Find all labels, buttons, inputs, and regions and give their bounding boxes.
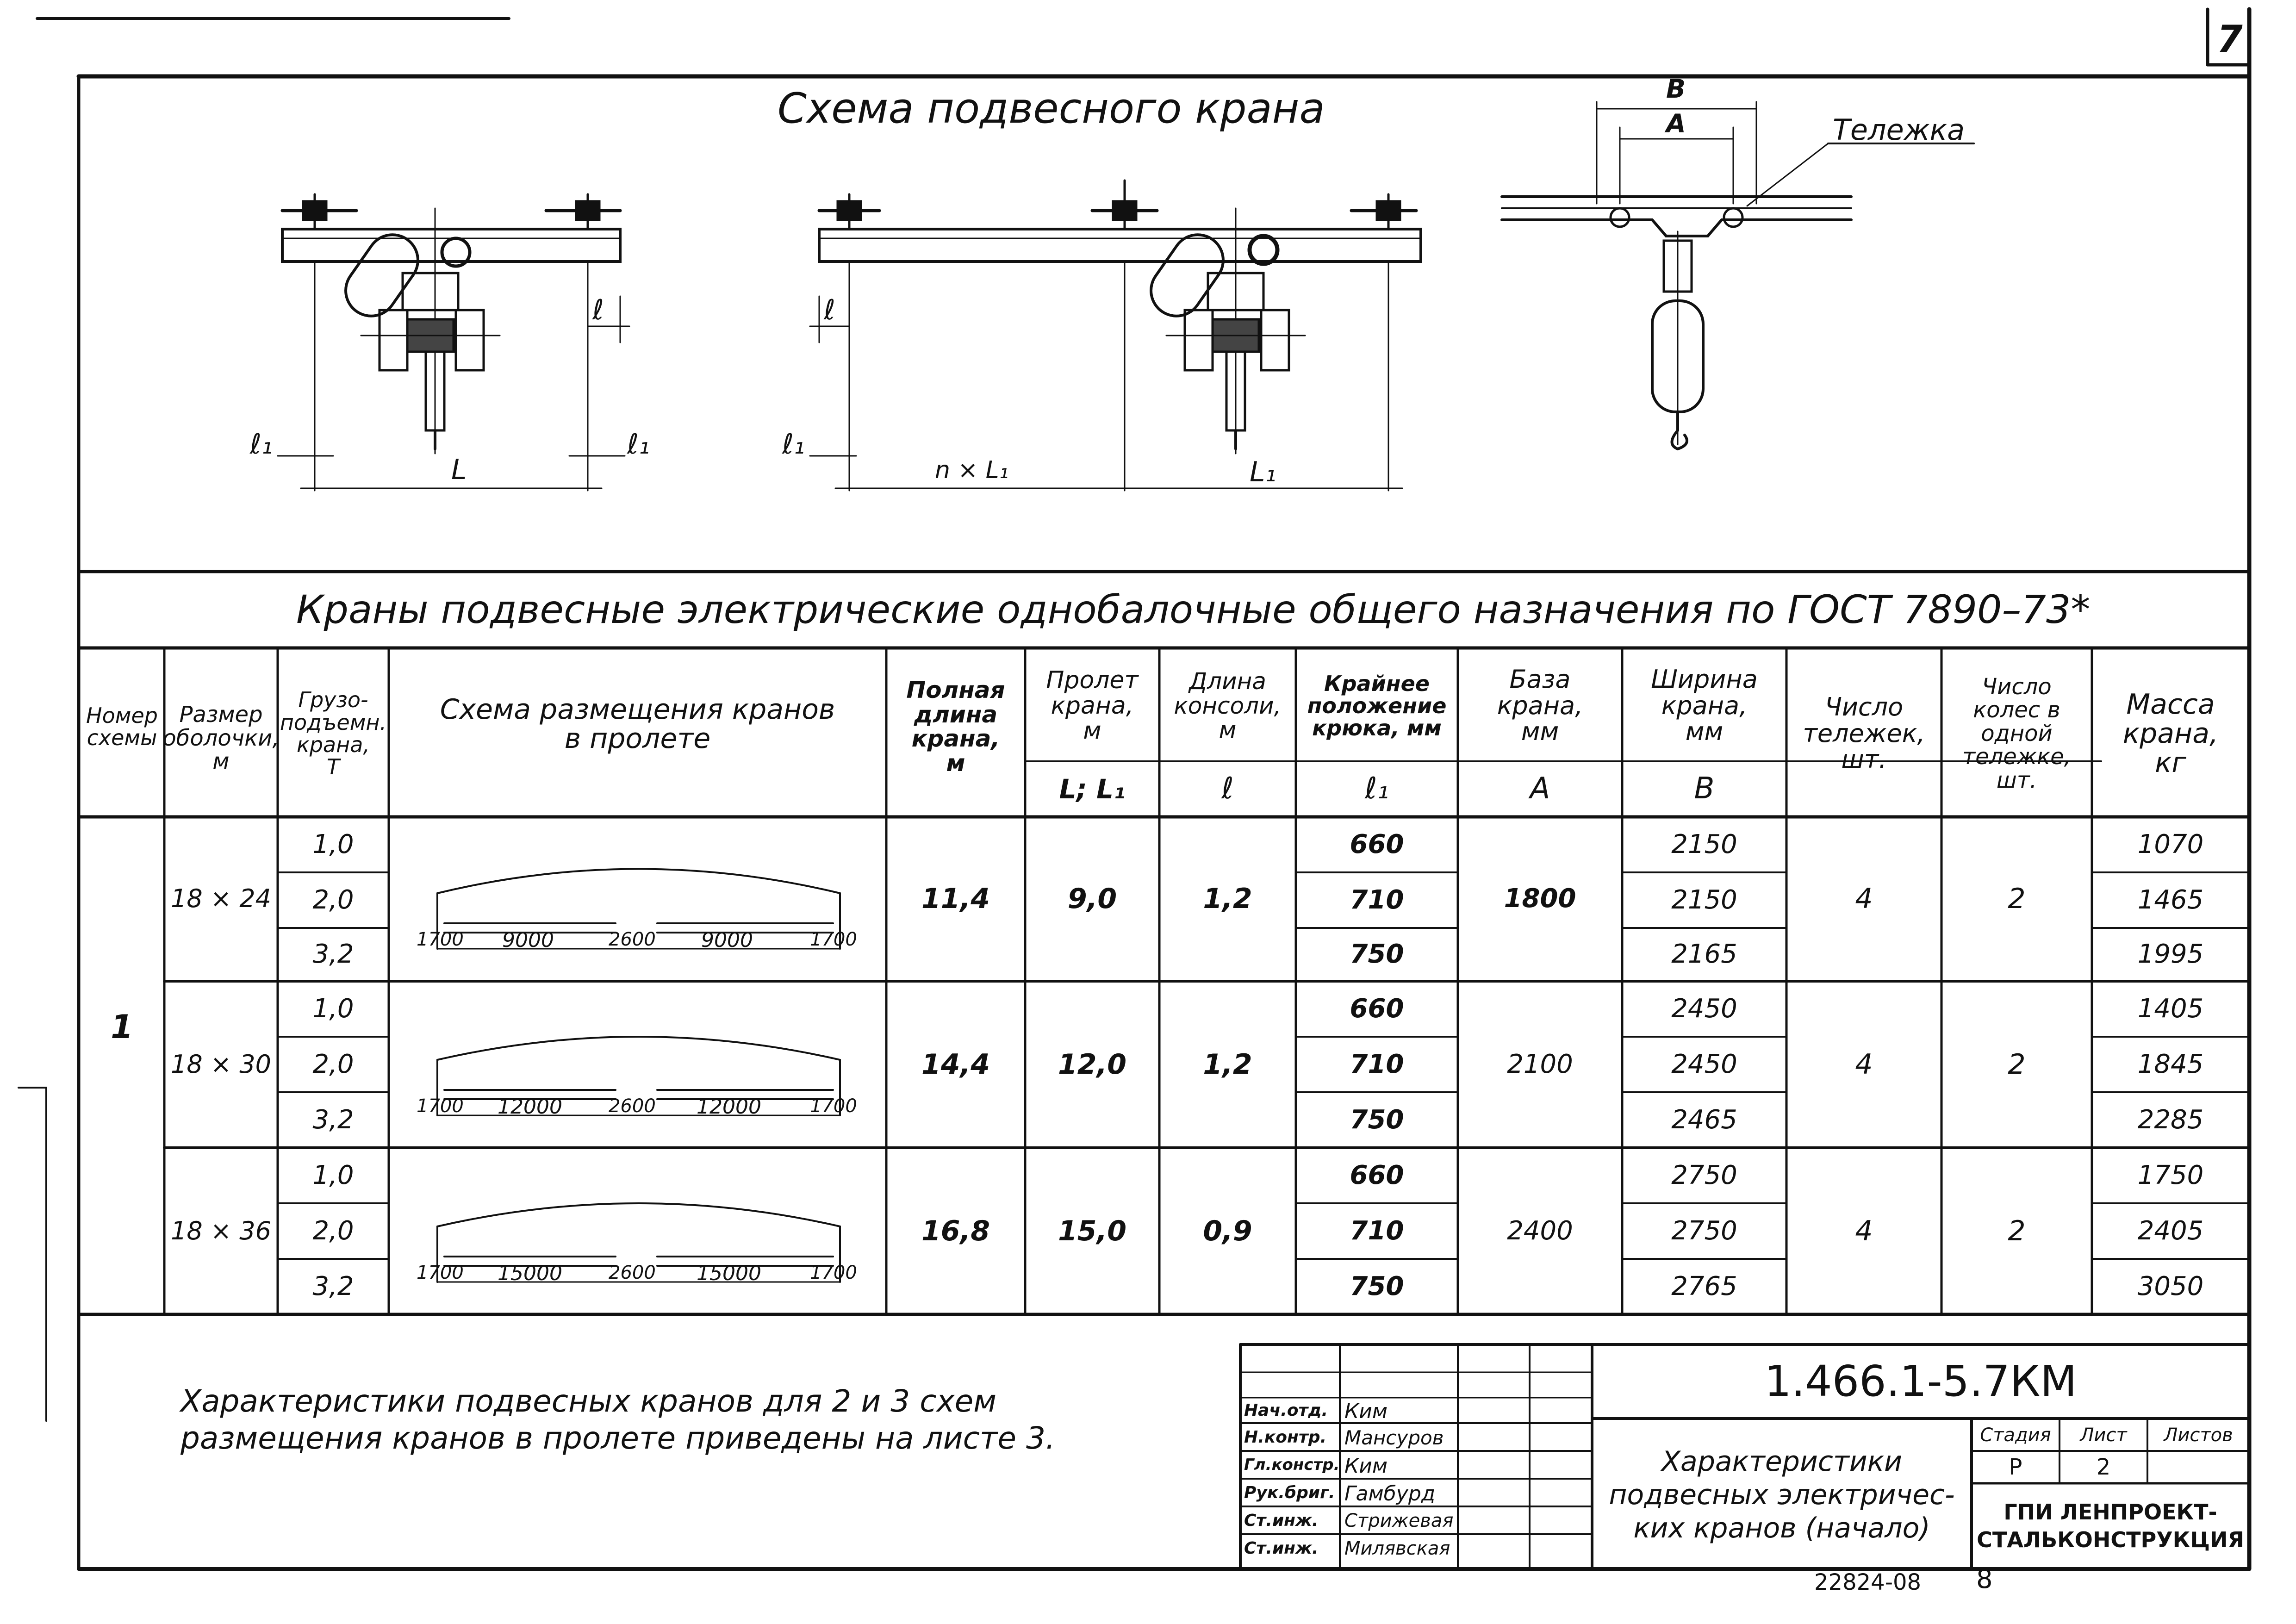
base: 2400: [1507, 1215, 1573, 1246]
crane-scheme-single-span: [278, 194, 629, 491]
header-span: Пролет крана, м: [1046, 666, 1139, 745]
archive-number: 22824-08: [1814, 1569, 1922, 1595]
mass: 1845: [2137, 1049, 2204, 1079]
trolley-label: Тележка: [1833, 113, 1965, 147]
capacity: 3,2: [312, 1271, 354, 1301]
layout-dim: 12000: [697, 1095, 761, 1119]
note-line-1: Характеристики подвесных кранов для 2 и 3 схем: [180, 1383, 996, 1419]
drawing-description: Характеристики подвесных электричес- ких кранов (начало): [1609, 1445, 1955, 1544]
mass: 2405: [2137, 1215, 2204, 1246]
full-length: 14,4: [921, 1048, 990, 1081]
header-trolleys: Число тележек, шт.: [1803, 692, 1925, 774]
base: 2100: [1507, 1049, 1573, 1079]
header-wheels: Число колес в одной тележке, шт.: [1962, 674, 2071, 793]
width: 2150: [1671, 829, 1737, 859]
capacity: 1,0: [312, 1160, 354, 1190]
stage-label: Стадия: [1980, 1424, 2051, 1446]
layout-dim: 9000: [701, 928, 753, 952]
width: 2450: [1671, 993, 1737, 1024]
full-length: 11,4: [921, 883, 990, 915]
crane-scheme-multi-span: [810, 180, 1421, 491]
dim-label-L1: L₁: [1250, 456, 1276, 488]
hook: 710: [1350, 1215, 1404, 1246]
scheme-number: 1: [111, 1008, 133, 1046]
signature-role: Н.контр.: [1244, 1428, 1327, 1447]
dim-label-l1-3: ℓ₁: [782, 428, 805, 460]
width: 2750: [1671, 1215, 1737, 1246]
signature-name: Стрижевая: [1344, 1510, 1454, 1531]
trolleys: 4: [1855, 883, 1873, 915]
signature-name: Ким: [1344, 1400, 1388, 1423]
scheme-title: Схема подвесного крана: [778, 84, 1325, 133]
organization: ГПИ ЛЕНПРОЕКТ- СТАЛЬКОНСТРУКЦИЯ: [1977, 1499, 2244, 1552]
header-console-symbol: ℓ: [1221, 772, 1234, 806]
sheet-label: Лист: [2080, 1424, 2127, 1446]
wheels: 2: [2008, 1214, 2026, 1247]
console: 1,2: [1203, 883, 1252, 915]
mass: 1070: [2137, 829, 2204, 859]
trolley-side-view: [1502, 102, 1974, 449]
capacity: 2,0: [312, 1049, 354, 1079]
console: 0,9: [1203, 1214, 1252, 1247]
width: 2150: [1671, 884, 1737, 915]
base: 1800: [1504, 884, 1576, 914]
header-full-length: Полная длина крана, м: [906, 677, 1005, 777]
layout-dim: 1700: [810, 929, 857, 950]
console: 1,2: [1203, 1048, 1252, 1081]
table-title: Краны подвесные электрические однобалочные общего назначения по ГОСТ 7890–73*: [296, 587, 2091, 632]
header-layout: Схема размещения кранов в пролете: [440, 693, 835, 755]
mass: 1750: [2137, 1160, 2204, 1190]
capacity: 3,2: [312, 939, 354, 970]
layout-dim: 9000: [502, 928, 554, 952]
dim-label-l1-1: ℓ₁: [250, 428, 273, 460]
signature-role: Рук.бриг.: [1244, 1483, 1335, 1502]
width: 2165: [1671, 939, 1737, 970]
signature-role: Гл.констр.: [1244, 1456, 1340, 1474]
dim-label-nL1: n × L₁: [935, 456, 1009, 484]
dim-label-B: В: [1666, 74, 1686, 104]
mass: 2285: [2137, 1104, 2204, 1135]
signature-name: Милявская: [1344, 1538, 1450, 1559]
mass: 3050: [2137, 1271, 2204, 1301]
hook: 660: [1350, 993, 1404, 1024]
stage-value: Р: [2009, 1454, 2022, 1480]
signature-name: Гамбурд: [1344, 1482, 1436, 1506]
width: 2750: [1671, 1160, 1737, 1190]
layout-dim: 1700: [810, 1262, 857, 1283]
layout-dim: 1700: [417, 929, 464, 950]
dim-label-l1-2: ℓ₁: [627, 428, 650, 460]
mass: 1405: [2137, 993, 2204, 1024]
dim-label-l-2: ℓ: [824, 294, 835, 326]
layout-dim: 2600: [609, 1095, 656, 1117]
header-capacity: Грузо- подъемн. крана, Т: [280, 687, 387, 780]
layout-dim: 1700: [417, 1262, 464, 1283]
hook: 750: [1350, 939, 1404, 970]
signature-role: Ст.инж.: [1244, 1539, 1319, 1558]
capacity: 3,2: [312, 1104, 354, 1135]
header-hook: Крайнее положение крюка, мм: [1307, 671, 1447, 741]
signature-role: Нач.отд.: [1244, 1401, 1328, 1420]
sheets-label: Листов: [2164, 1424, 2233, 1446]
mass: 1995: [2137, 939, 2204, 970]
capacity: 2,0: [312, 1215, 354, 1246]
trolleys: 4: [1855, 1048, 1873, 1081]
hook: 660: [1350, 1160, 1404, 1190]
layout-dim: 1700: [417, 1095, 464, 1117]
note-line-2: размещения кранов в пролете приведены на листе 3.: [180, 1420, 1055, 1456]
width: 2450: [1671, 1049, 1737, 1079]
layout-dim: 2600: [609, 1262, 656, 1283]
header-shell-size: Размер оболочки, м: [162, 702, 280, 775]
drawing-code: 1.466.1-5.7КМ: [1764, 1356, 2077, 1406]
header-scheme-number: Номер схемы: [86, 703, 158, 750]
hook: 750: [1350, 1104, 1404, 1135]
header-hook-symbol: ℓ₁: [1364, 772, 1389, 806]
header-width: Ширина крана, мм: [1651, 664, 1758, 747]
capacity: 1,0: [312, 993, 354, 1024]
shell-size: 18 × 30: [170, 1049, 271, 1079]
hook: 710: [1350, 884, 1404, 915]
layout-dim: 2600: [609, 929, 656, 950]
header-base-symbol: А: [1530, 772, 1550, 806]
shell-size: 18 × 24: [170, 884, 271, 914]
span: 9,0: [1067, 883, 1117, 915]
layout-dim: 15000: [697, 1262, 761, 1285]
header-mass: Масса крана, кг: [2122, 688, 2219, 779]
trolleys: 4: [1855, 1214, 1873, 1247]
width: 2765: [1671, 1271, 1737, 1301]
hook: 710: [1350, 1049, 1404, 1079]
capacity: 2,0: [312, 884, 354, 915]
hook: 750: [1350, 1271, 1404, 1301]
dim-label-A: А: [1666, 109, 1686, 138]
mass: 1465: [2137, 884, 2204, 915]
dim-label-l-1: ℓ: [592, 294, 604, 326]
layout-dim: 15000: [498, 1262, 562, 1285]
sheet-value: 2: [2096, 1454, 2111, 1480]
layout-dim: 1700: [810, 1095, 857, 1117]
span: 12,0: [1058, 1048, 1127, 1081]
dim-label-L: L: [451, 454, 467, 486]
span: 15,0: [1058, 1214, 1127, 1247]
header-console: Длина консоли, м: [1174, 668, 1282, 744]
capacity: 1,0: [312, 829, 354, 859]
shell-size: 18 × 36: [170, 1216, 271, 1245]
signature-name: Ким: [1344, 1454, 1388, 1478]
full-length: 16,8: [921, 1214, 990, 1247]
layout-dim: 12000: [498, 1095, 562, 1119]
wheels: 2: [2008, 1048, 2026, 1081]
signature-name: Мансуров: [1344, 1426, 1444, 1449]
archive-page: 8: [1976, 1564, 1993, 1594]
hook: 660: [1350, 829, 1404, 859]
width: 2465: [1671, 1104, 1737, 1135]
header-width-symbol: В: [1694, 772, 1715, 806]
signature-role: Ст.инж.: [1244, 1511, 1319, 1530]
header-base: База крана, мм: [1497, 664, 1583, 747]
sheet-number: 7: [2217, 18, 2243, 61]
wheels: 2: [2008, 883, 2026, 915]
header-span-symbol: L; L₁: [1059, 773, 1126, 805]
